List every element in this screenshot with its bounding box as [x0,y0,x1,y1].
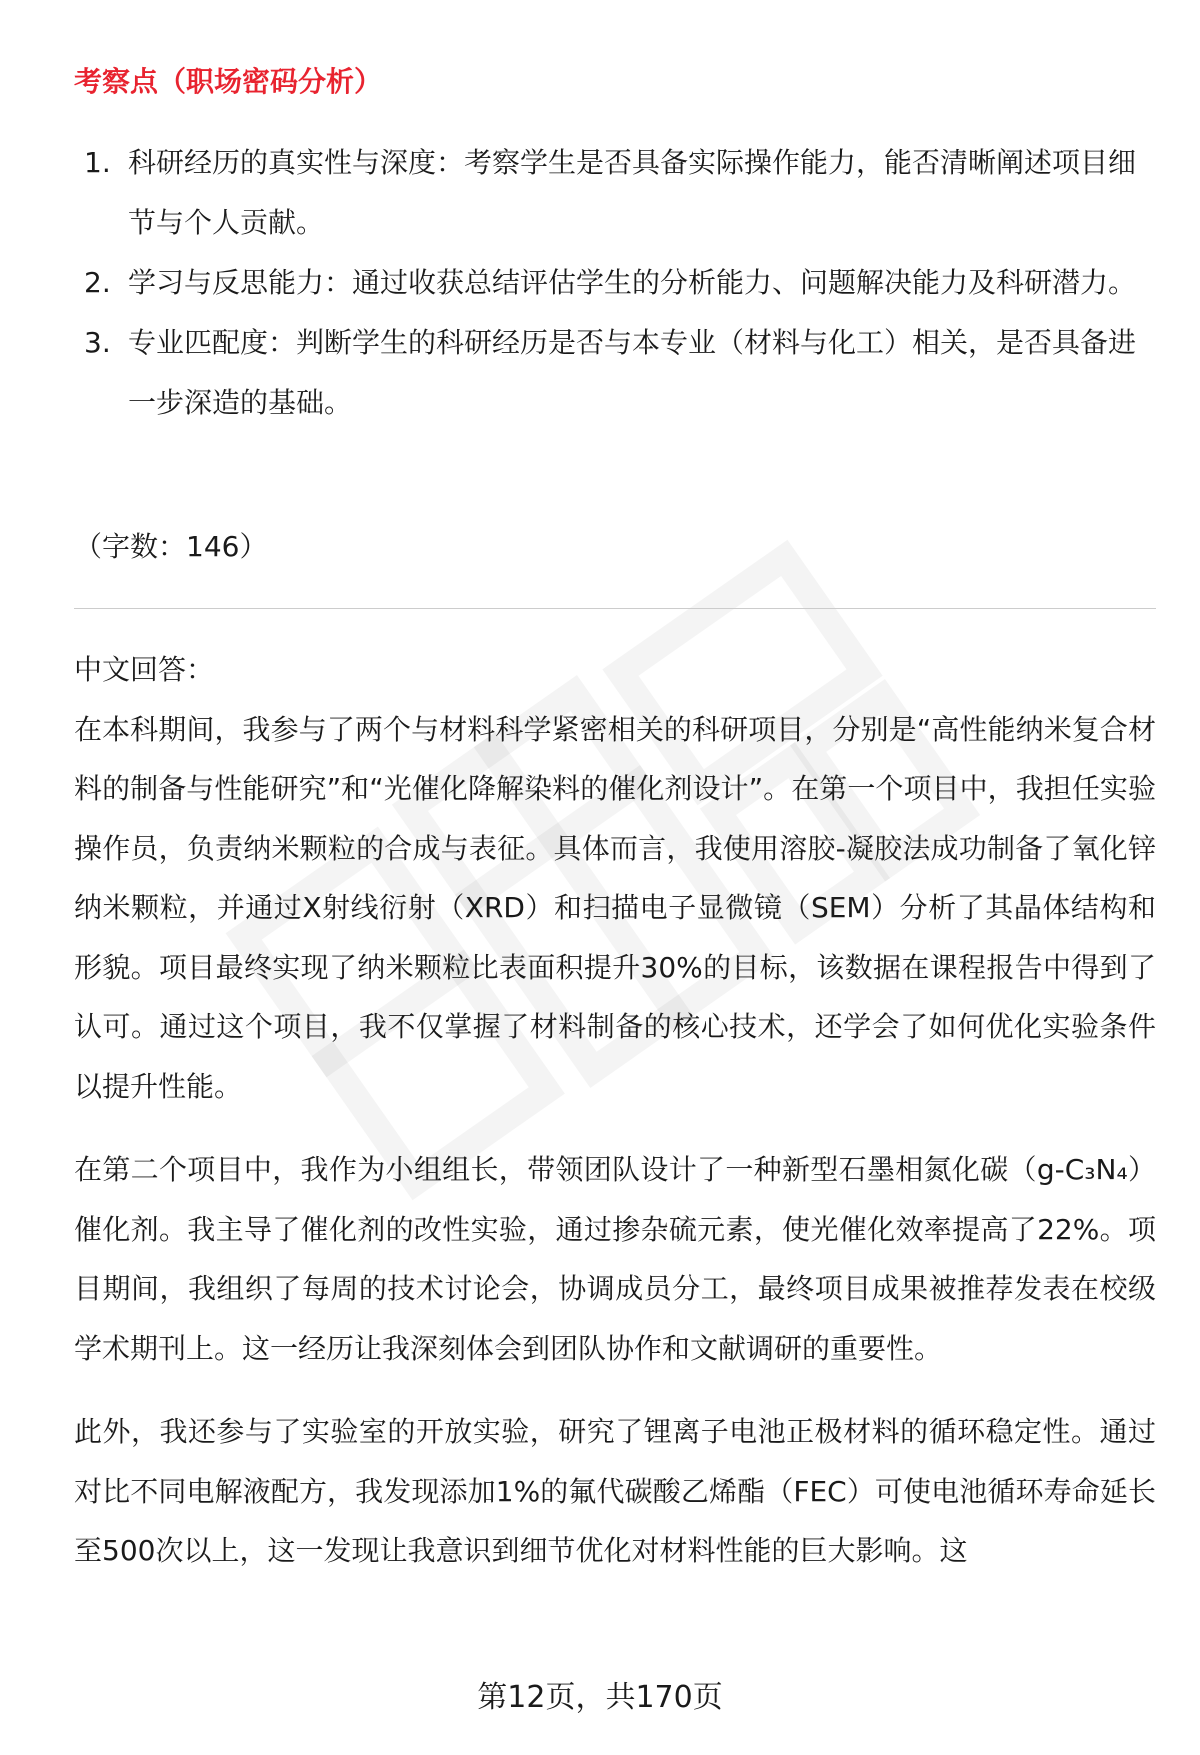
paragraph: 此外，我还参与了实验室的开放实验，研究了锂离子电池正极材料的循环稳定性。通过对比不同电解液配方，我发现添加1%的氟代碳酸乙烯酯（FEC）可使电池循环寿命延长至500次以上，这一发现让我意识到细节优化对材料性能的巨大影响。这 [74,1415,1156,1567]
evaluation-points-list [74,133,1156,433]
list-item-text: 学习与反思能力：通过收获总结评估学生的分析能力、问题解决能力及科研潜力。 [128,266,1137,299]
word-count: （字数：146） [74,530,268,563]
list-item-text: 科研经历的真实性与深度：考察学生是否具备实际操作能力，能否清晰阐述项目细节与个人贡献。 [128,146,1137,239]
list-number: 1. [84,146,111,179]
paragraph: 在本科期间，我参与了两个与材料科学紧密相关的科研项目，分别是“高性能纳米复合材料的制备与性能研究”和“光催化降解染料的催化剂设计”。在第一个项目中，我担任实验操作员，负责纳米颗粒的合成与表征。具体而言，我使用溶胶-凝胶法成功制备了氧化锌纳米颗粒，并通过X射线衍射（XRD）和扫描电子显微镜（SEM）分析了其晶体结构和形貌。项目最终实现了纳米颗粒比表面积提升30%的目标，该数据在课程报告中得到了认可。通过这个项目，我不仅掌握了材料制备的核心技术，还学会了如何优化实验条件以提升性能。 [74,712,1156,1103]
paragraph: 在第二个项目中，我作为小组组长，带领团队设计了一种新型石墨相氮化碳（g-C₃N₄）催化剂。我主导了催化剂的改性实验，通过掺杂硫元素，使光催化效率提高了22%。项目期间，我组织了每周的技术讨论会，协调成员分工，最终项目成果被推荐发表在校级学术期刊上。这一经历让我深刻体会到团队协作和文献调研的重要性。 [74,1153,1156,1365]
list-item [74,253,1156,313]
page-number: 第12页，共170页 [477,1680,723,1715]
list-item [74,133,1156,253]
list-number: 3. [84,326,111,359]
answer-label: 中文回答： [74,653,215,686]
section-heading: 考察点（职场密码分析） [74,65,383,98]
answer-body [74,640,1156,1605]
list-item-text: 专业匹配度：判断学生的科研经历是否与本专业（材料与化工）相关，是否具备进一步深造的基础。 [128,326,1137,419]
list-item [74,313,1156,433]
list-number: 2. [84,266,111,299]
divider [74,608,1156,609]
